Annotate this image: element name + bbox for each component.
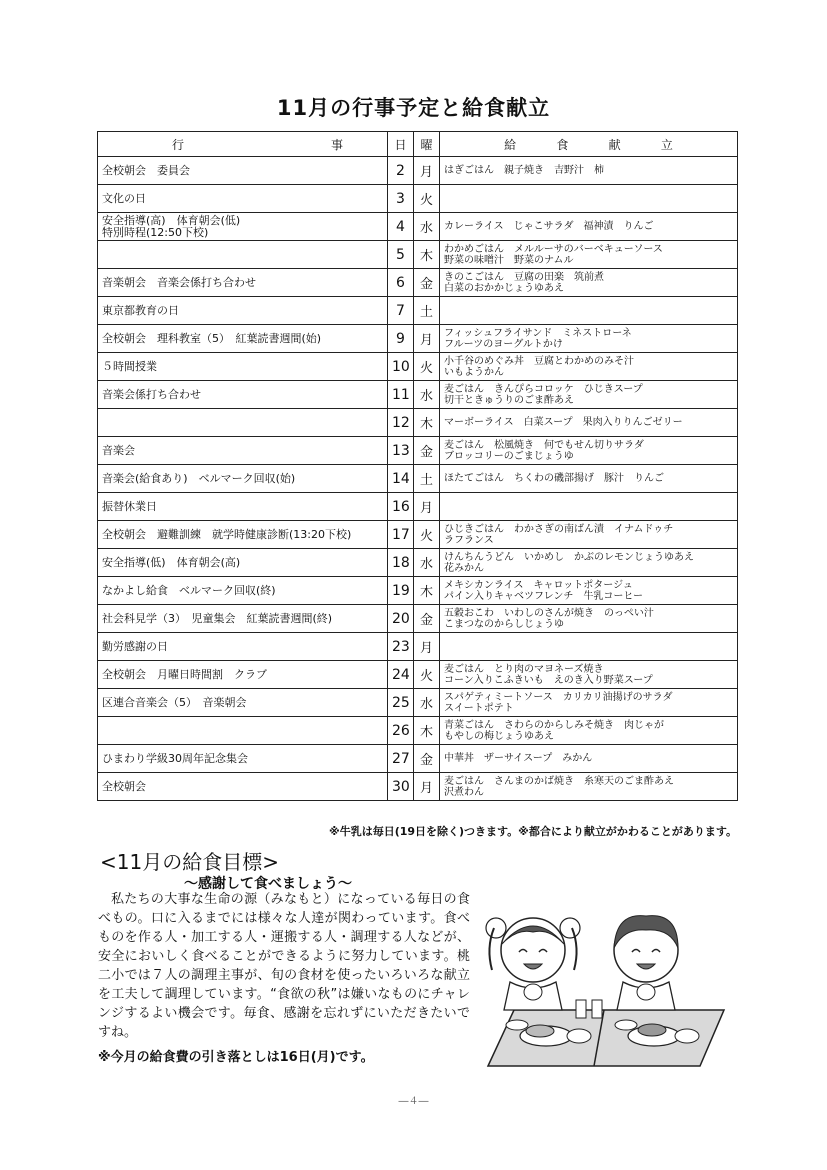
table-row <box>98 269 738 297</box>
weekday-cell: 月 <box>414 773 440 801</box>
page-number: ―４― <box>398 1096 429 1107</box>
day-cell: 20 <box>388 605 414 633</box>
menu-cell: フィッシュフライサンド ミネストローネ フルーツのヨーグルトかけ <box>440 325 738 353</box>
menu-cell: ひじきごはん わかさぎの南ばん漬 イナムドゥチ ラフランス <box>440 521 738 549</box>
table-row <box>98 773 738 801</box>
weekday-cell: 水 <box>414 381 440 409</box>
table-row <box>98 157 738 185</box>
menu-cell: 麦ごはん きんぴらコロッケ ひじきスープ 切干ときゅうりのごま酢あえ <box>440 381 738 409</box>
day-cell: 24 <box>388 661 414 689</box>
page-title: 11月の行事予定と給食献立 <box>276 96 551 120</box>
day-cell: 9 <box>388 325 414 353</box>
menu-cell: きのこごはん 豆腐の田楽 筑前煮 白菜のおかかじょうゆあえ <box>440 269 738 297</box>
event-cell <box>98 717 388 745</box>
day-cell: 3 <box>388 185 414 213</box>
payment-deduction-note: ※今月の給食費の引き落としは16日(月)です。 <box>98 1050 374 1065</box>
menu-cell: スパゲティミートソース カリカリ油揚げのサラダ スイートポテト <box>440 689 738 717</box>
goal-title: <11月の給食目標> <box>100 850 279 874</box>
event-cell: 社会科見学（3） 児童集会 紅葉読書週間(終) <box>98 605 388 633</box>
weekday-cell: 金 <box>414 605 440 633</box>
event-cell: 区連合音楽会（5） 音楽朝会 <box>98 689 388 717</box>
table-row <box>98 661 738 689</box>
weekday-cell: 火 <box>414 353 440 381</box>
table-row <box>98 717 738 745</box>
event-cell: 全校朝会 避難訓練 就学時健康診断(13:20下校) <box>98 521 388 549</box>
day-cell: 19 <box>388 577 414 605</box>
weekday-cell: 水 <box>414 689 440 717</box>
table-row <box>98 465 738 493</box>
header-menu-char-1: 給 <box>504 137 517 152</box>
menu-cell <box>440 493 738 521</box>
menu-cell: 麦ごはん とり肉のマヨネーズ焼き コーン入りこふきいも えのき入り野菜スープ <box>440 661 738 689</box>
event-cell: 安全指導(高) 体育朝会(低) 特別時程(12:50下校) <box>98 213 388 241</box>
menu-cell: ほたてごはん ちくわの磯部揚げ 豚汁 りんご <box>440 465 738 493</box>
table-row <box>98 437 738 465</box>
table-header-row <box>98 132 738 157</box>
event-cell: なかよし給食 ベルマーク回収(終) <box>98 577 388 605</box>
table-row <box>98 633 738 661</box>
table-row <box>98 325 738 353</box>
menu-cell: 小千谷のめぐみ丼 豆腐とわかめのみそ汁 いもようかん <box>440 353 738 381</box>
menu-cell: はぎごはん 親子焼き 吉野汁 柿 <box>440 157 738 185</box>
weekday-cell: 火 <box>414 521 440 549</box>
event-cell: ひまわり学級30周年記念集会 <box>98 745 388 773</box>
day-cell: 30 <box>388 773 414 801</box>
day-cell: 25 <box>388 689 414 717</box>
weekday-cell: 月 <box>414 157 440 185</box>
header-menu-char-2: 食 <box>556 137 569 152</box>
menu-cell: 麦ごはん 松風焼き 何でもせん切りサラダ ブロッコリーのごまじょうゆ <box>440 437 738 465</box>
header-event <box>98 132 388 157</box>
event-cell: 全校朝会 <box>98 773 388 801</box>
weekday-cell: 木 <box>414 577 440 605</box>
menu-cell <box>440 633 738 661</box>
header-weekday: 曜 <box>414 132 440 157</box>
day-cell: 11 <box>388 381 414 409</box>
table-row <box>98 185 738 213</box>
table-row <box>98 381 738 409</box>
event-cell <box>98 241 388 269</box>
girl-figure <box>486 918 580 1010</box>
weekday-cell: 木 <box>414 241 440 269</box>
menu-cell: マーボーライス 白菜スープ 果肉入りりんごゼリー <box>440 409 738 437</box>
table-row <box>98 521 738 549</box>
day-cell: 23 <box>388 633 414 661</box>
goal-subtitle: ～感謝して食べましょう～ <box>184 876 352 892</box>
weekday-cell: 水 <box>414 213 440 241</box>
header-event-char-1: 行 <box>172 137 185 152</box>
day-cell: 14 <box>388 465 414 493</box>
day-cell: 16 <box>388 493 414 521</box>
table-row <box>98 297 738 325</box>
table-row <box>98 493 738 521</box>
event-cell: 振替休業日 <box>98 493 388 521</box>
day-cell: 13 <box>388 437 414 465</box>
weekday-cell: 土 <box>414 297 440 325</box>
day-cell: 7 <box>388 297 414 325</box>
event-cell: ５時間授業 <box>98 353 388 381</box>
weekday-cell: 木 <box>414 717 440 745</box>
schedule-table <box>97 131 738 801</box>
weekday-cell: 月 <box>414 493 440 521</box>
day-cell: 17 <box>388 521 414 549</box>
table-row <box>98 409 738 437</box>
day-cell: 4 <box>388 213 414 241</box>
menu-cell: 麦ごはん さんまのかば焼き 糸寒天のごま酢あえ 沢煮わん <box>440 773 738 801</box>
event-cell: 音楽朝会 音楽会係打ち合わせ <box>98 269 388 297</box>
event-cell: 勤労感謝の日 <box>98 633 388 661</box>
menu-cell: 中華丼 ザーサイスープ みかん <box>440 745 738 773</box>
day-cell: 10 <box>388 353 414 381</box>
menu-cell: 五穀おこわ いわしのさんが焼き のっぺい汁 こまつなのからしじょうゆ <box>440 605 738 633</box>
header-day: 日 <box>388 132 414 157</box>
children-eating-illustration <box>474 898 734 1068</box>
event-cell <box>98 409 388 437</box>
weekday-cell: 月 <box>414 325 440 353</box>
table-row <box>98 213 738 241</box>
day-cell: 12 <box>388 409 414 437</box>
event-cell: 全校朝会 月曜日時間割 クラブ <box>98 661 388 689</box>
event-cell: 音楽会(給食あり) ベルマーク回収(始) <box>98 465 388 493</box>
header-event-char-2: 事 <box>330 137 343 152</box>
weekday-cell: 金 <box>414 745 440 773</box>
milk-note: ※牛乳は毎日(19日を除く)つきます。※都合により献立がかわることがあります。 <box>329 825 737 838</box>
table-row <box>98 745 738 773</box>
menu-cell <box>440 185 738 213</box>
table-row <box>98 577 738 605</box>
event-cell: 文化の日 <box>98 185 388 213</box>
menu-cell <box>440 297 738 325</box>
schedule-body <box>98 157 738 801</box>
menu-cell: 青菜ごはん さわらのからしみそ焼き 肉じゃが もやしの梅じょうゆあえ <box>440 717 738 745</box>
day-cell: 26 <box>388 717 414 745</box>
day-cell: 18 <box>388 549 414 577</box>
header-menu-char-4: 立 <box>660 137 673 152</box>
event-cell: 全校朝会 委員会 <box>98 157 388 185</box>
weekday-cell: 火 <box>414 185 440 213</box>
menu-cell: メキシカンライス キャロットポタージュ パイン入りキャベツフレンチ 牛乳コーヒー <box>440 577 738 605</box>
day-cell: 6 <box>388 269 414 297</box>
table-row <box>98 549 738 577</box>
weekday-cell: 木 <box>414 409 440 437</box>
table-row <box>98 605 738 633</box>
menu-cell: けんちんうどん いかめし かぶのレモンじょうゆあえ 花みかん <box>440 549 738 577</box>
menu-cell: カレーライス じゃこサラダ 福神漬 りんご <box>440 213 738 241</box>
day-cell: 27 <box>388 745 414 773</box>
event-cell: 音楽会 <box>98 437 388 465</box>
table-row <box>98 353 738 381</box>
header-menu <box>440 132 738 157</box>
weekday-cell: 火 <box>414 661 440 689</box>
weekday-cell: 月 <box>414 633 440 661</box>
boy-figure <box>614 916 678 1010</box>
weekday-cell: 金 <box>414 437 440 465</box>
table-row <box>98 241 738 269</box>
header-menu-char-3: 献 <box>608 137 621 152</box>
event-cell: 安全指導(低) 体育朝会(高) <box>98 549 388 577</box>
weekday-cell: 土 <box>414 465 440 493</box>
event-cell: 全校朝会 理科教室（5） 紅葉読書週間(始) <box>98 325 388 353</box>
menu-cell: わかめごはん メルルーサのバーベキューソース 野菜の味噌汁 野菜のナムル <box>440 241 738 269</box>
goal-body: 私たちの大事な生命の源（みなもと）になっている毎日の食べもの。口に入るまでには様々な人達が関わっています。食べものを作る人・加工する人・運搬する人・調理する人などが、安全においしく食べることができるように努力しています。桃二小では７人の調理主事が、旬の食材を使ったいろいろな献立を工夫して調理しています。“食欲の秋”は嫌いなものにチャレンジするよい機会です。毎食、感謝を忘れずにいただきたいですね。 <box>98 892 470 1040</box>
day-cell: 2 <box>388 157 414 185</box>
event-cell: 東京都教育の日 <box>98 297 388 325</box>
weekday-cell: 金 <box>414 269 440 297</box>
event-cell: 音楽会係打ち合わせ <box>98 381 388 409</box>
table-row <box>98 689 738 717</box>
weekday-cell: 水 <box>414 549 440 577</box>
day-cell: 5 <box>388 241 414 269</box>
